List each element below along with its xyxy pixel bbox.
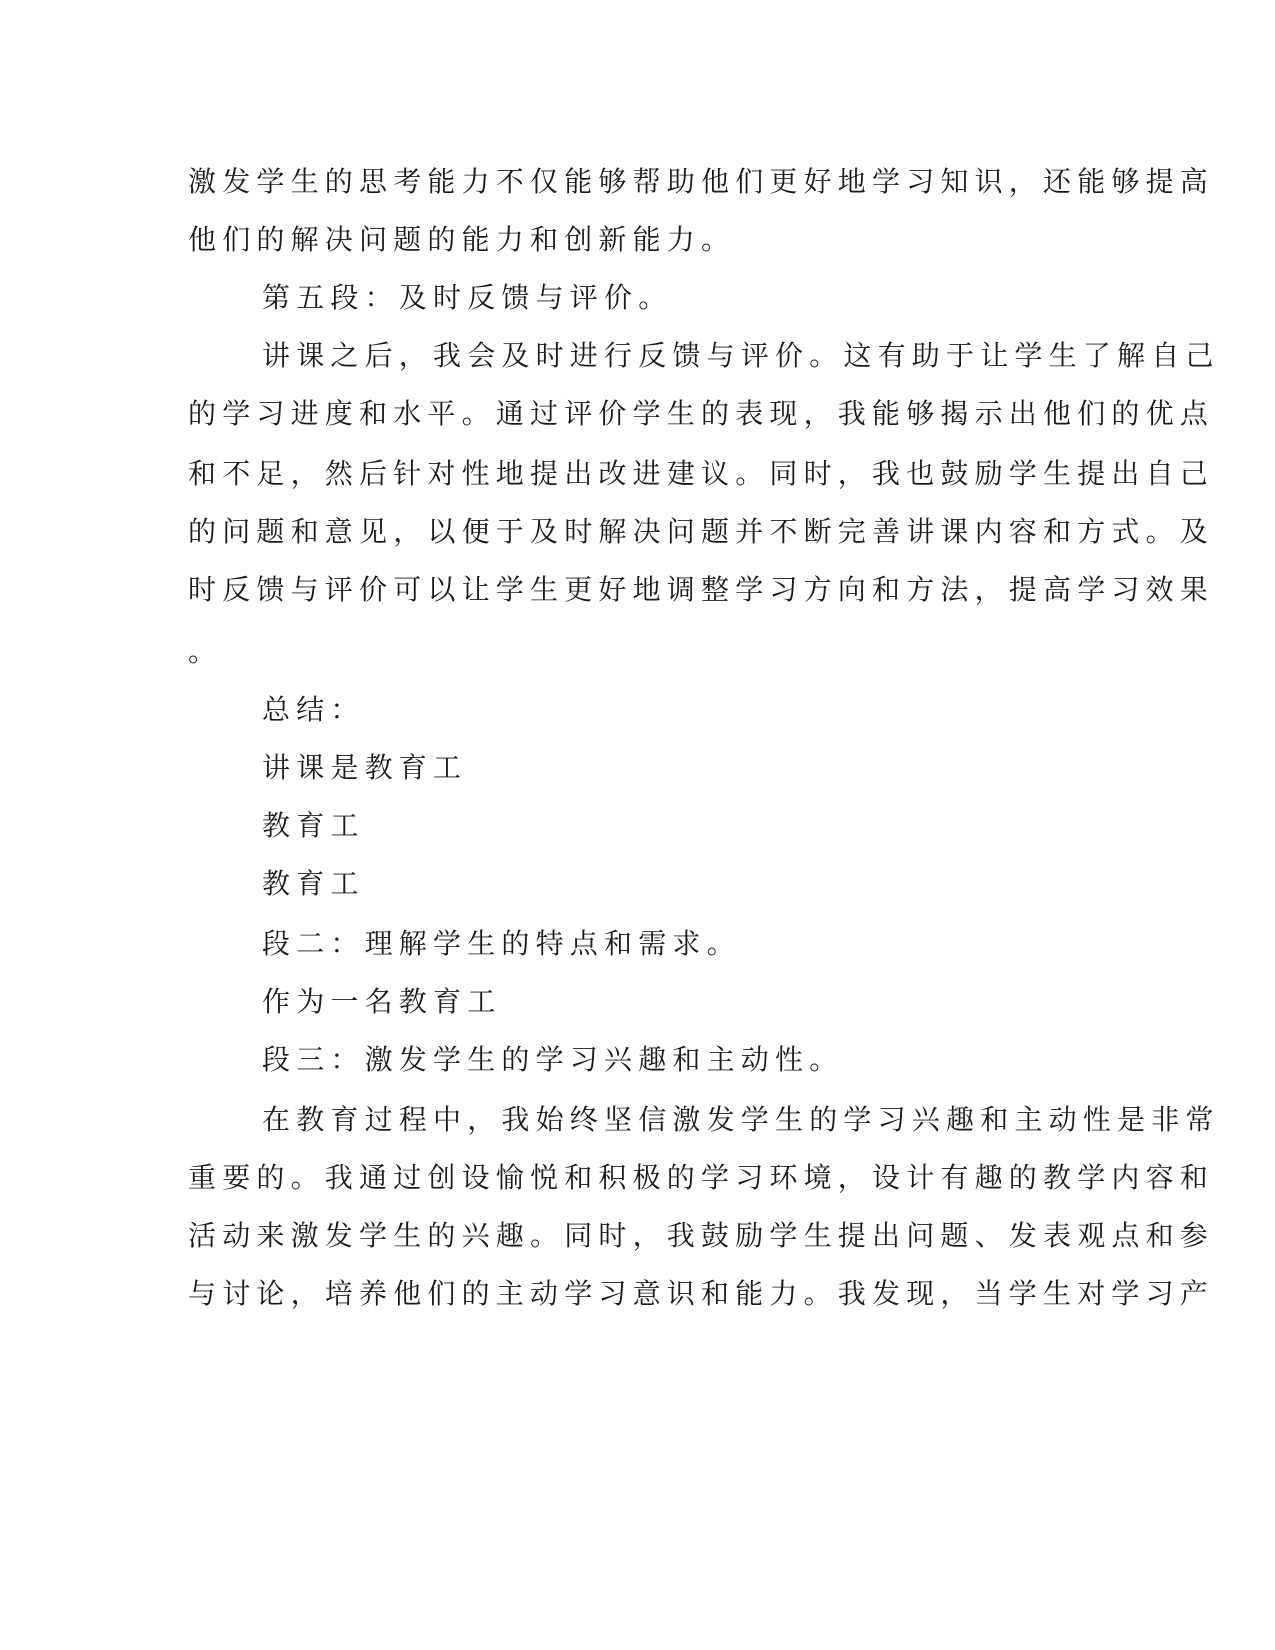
text-line: 。 (188, 635, 223, 668)
text-line: 活动来激发学生的兴趣。同时，我鼓励学生提出问题、发表观点和参 (188, 1219, 1215, 1252)
section-heading: 段二：理解学生的特点和需求。 (262, 927, 741, 960)
section-heading: 第五段：及时反馈与评价。 (262, 281, 673, 314)
summary-heading: 总结： (262, 693, 365, 726)
text-line: 的学习进度和水平。通过评价学生的表现，我能够揭示出他们的优点 (188, 397, 1215, 430)
text-line: 讲课之后，我会及时进行反馈与评价。这有助于让学生了解自己 (262, 339, 1220, 372)
text-line: 教育工 (262, 867, 365, 900)
text-line: 激发学生的思考能力不仅能够帮助他们更好地学习知识，还能够提高 (188, 165, 1215, 198)
section-heading: 段三：激发学生的学习兴趣和主动性。 (262, 1043, 844, 1076)
text-line: 重要的。我通过创设愉悦和积极的学习环境，设计有趣的教学内容和 (188, 1161, 1215, 1194)
text-line: 在教育过程中，我始终坚信激发学生的学习兴趣和主动性是非常 (262, 1103, 1220, 1136)
text-line: 的问题和意见，以便于及时解决问题并不断完善讲课内容和方式。及 (188, 515, 1215, 548)
text-line: 教育工 (262, 809, 365, 842)
text-line: 和不足，然后针对性地提出改进建议。同时，我也鼓励学生提出自己 (188, 457, 1215, 490)
text-line: 作为一名教育工 (262, 985, 502, 1018)
text-line: 与讨论，培养他们的主动学习意识和能力。我发现，当学生对学习产 (188, 1277, 1215, 1310)
text-line: 他们的解决问题的能力和创新能力。 (188, 223, 736, 256)
text-line: 时反馈与评价可以让学生更好地调整学习方向和方法，提高学习效果 (188, 573, 1215, 606)
text-line: 讲课是教育工 (262, 751, 468, 784)
